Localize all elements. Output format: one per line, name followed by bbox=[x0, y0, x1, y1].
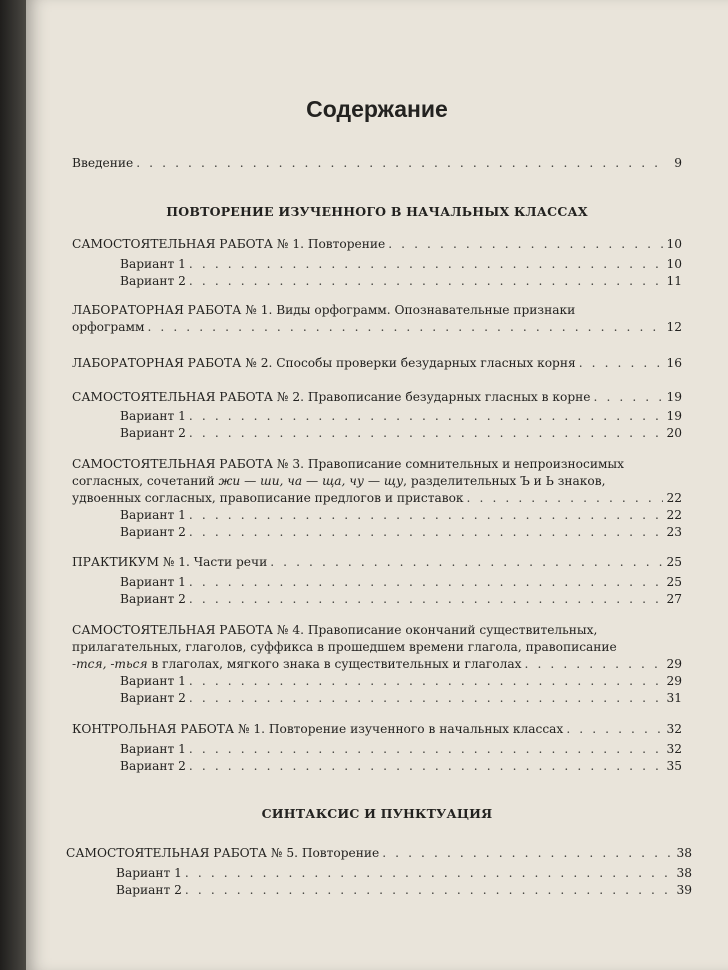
page-number: 22 bbox=[666, 491, 682, 505]
page-number: 22 bbox=[666, 508, 682, 522]
entry-label: Вариант 2 bbox=[120, 759, 186, 773]
page-number: 38 bbox=[676, 866, 692, 880]
page-number: 11 bbox=[666, 274, 682, 288]
entry-label: ПРАКТИКУМ № 1. Части речи bbox=[72, 555, 268, 569]
page-number: 25 bbox=[666, 575, 682, 589]
page-number: 23 bbox=[666, 525, 682, 539]
section-heading-review: ПОВТОРЕНИЕ ИЗУЧЕННОГО В НАЧАЛЬНЫХ КЛАССАХ bbox=[166, 204, 588, 219]
page-number: 16 bbox=[666, 356, 682, 370]
toc-entry-kr1-v1 bbox=[120, 741, 682, 757]
entry-label: САМОСТОЯТЕЛЬНАЯ РАБОТА № 1. Повторение bbox=[72, 237, 386, 251]
toc-entry-sr2 bbox=[72, 389, 682, 405]
entry-label: -тся, -ться в глаголах, мягкого знака в существительных и глаголах bbox=[72, 657, 522, 671]
toc-entry-sr2-v1 bbox=[120, 408, 682, 424]
toc-page bbox=[26, 0, 728, 970]
entry-label: Вариант 1 bbox=[120, 257, 186, 271]
toc-entry-sr2-v2 bbox=[120, 425, 682, 441]
toc-entry-sr3-line1: САМОСТОЯТЕЛЬНАЯ РАБОТА № 3. Правописание сомнительных и непроизносимых bbox=[72, 457, 625, 471]
section-heading-syntax: СИНТАКСИС И ПУНКТУАЦИЯ bbox=[261, 806, 493, 821]
toc-entry-sr3-line2: согласных, сочетаний жи — ши, ча — ща, чу — щу, разделительных Ъ и Ь знаков, bbox=[72, 474, 606, 488]
page-number: 35 bbox=[666, 759, 682, 773]
entry-label: КОНТРОЛЬНАЯ РАБОТА № 1. Повторение изученного в начальных классах bbox=[72, 722, 564, 736]
page-number: 9 bbox=[674, 156, 682, 170]
book-spine bbox=[0, 0, 26, 970]
toc-entry-sr1-v1 bbox=[120, 256, 682, 272]
entry-label: Вариант 1 bbox=[120, 575, 186, 589]
page-number: 19 bbox=[666, 409, 682, 423]
toc-entry-sr5-v1 bbox=[116, 865, 692, 881]
entry-label: Вариант 1 bbox=[116, 866, 182, 880]
entry-label: Вариант 2 bbox=[116, 883, 182, 897]
entry-label: Вариант 2 bbox=[120, 691, 186, 705]
entry-label: САМОСТОЯТЕЛЬНАЯ РАБОТА № 5. Повторение bbox=[66, 846, 380, 860]
entry-label: Вариант 2 bbox=[120, 592, 186, 606]
toc-entry-intro bbox=[72, 155, 682, 171]
page-number: 20 bbox=[666, 426, 682, 440]
entry-label: Вариант 2 bbox=[120, 525, 186, 539]
toc-entry-sr3-v1 bbox=[120, 507, 682, 523]
entry-label: орфограмм bbox=[72, 320, 145, 334]
entry-label: Вариант 1 bbox=[120, 508, 186, 522]
toc-entry-kr1-v2 bbox=[120, 758, 682, 774]
entry-label: ЛАБОРАТОРНАЯ РАБОТА № 2. Способы проверки безударных гласных корня bbox=[72, 356, 576, 370]
page-number: 29 bbox=[666, 657, 682, 671]
toc-entry-sr1-v2 bbox=[120, 273, 682, 289]
page-number: 32 bbox=[666, 722, 682, 736]
page-number: 12 bbox=[666, 320, 682, 334]
entry-label: Вариант 2 bbox=[120, 426, 186, 440]
page-number: 19 bbox=[666, 390, 682, 404]
page-number: 10 bbox=[666, 237, 682, 251]
toc-entry-sr3-v2 bbox=[120, 524, 682, 540]
entry-label: Введение bbox=[72, 156, 134, 170]
entry-label: удвоенных согласных, правописание предлогов и приставок bbox=[72, 491, 464, 505]
toc-entry-lr1-line1: ЛАБОРАТОРНАЯ РАБОТА № 1. Виды орфограмм. Опознавательные признаки bbox=[72, 303, 576, 317]
toc-entry-sr3 bbox=[72, 490, 682, 506]
toc-entry-pr1 bbox=[72, 554, 682, 570]
toc-entry-kr1 bbox=[72, 721, 682, 737]
toc-entry-sr4 bbox=[72, 656, 682, 672]
entry-label: Вариант 2 bbox=[120, 274, 186, 288]
toc-entry-lr2 bbox=[72, 355, 682, 371]
page-number: 31 bbox=[666, 691, 682, 705]
entry-label: Вариант 1 bbox=[120, 409, 186, 423]
toc-entry-pr1-v1 bbox=[120, 574, 682, 590]
toc-entry-sr4-v1 bbox=[120, 673, 682, 689]
toc-entry-sr4-line1: САМОСТОЯТЕЛЬНАЯ РАБОТА № 4. Правописание окончаний существительных, bbox=[72, 623, 598, 637]
page-number: 32 bbox=[666, 742, 682, 756]
page-number: 39 bbox=[676, 883, 692, 897]
toc-entry-sr1 bbox=[72, 236, 682, 252]
page-number: 25 bbox=[666, 555, 682, 569]
toc-entry-pr1-v2 bbox=[120, 591, 682, 607]
toc-entry-sr5 bbox=[66, 845, 692, 861]
toc-entry-sr4-v2 bbox=[120, 690, 682, 706]
page-number: 38 bbox=[676, 846, 692, 860]
entry-label: Вариант 1 bbox=[120, 674, 186, 688]
page-number: 27 bbox=[666, 592, 682, 606]
entry-label: Вариант 1 bbox=[120, 742, 186, 756]
entry-label: САМОСТОЯТЕЛЬНАЯ РАБОТА № 2. Правописание безударных гласных в корне bbox=[72, 390, 591, 404]
toc-entry-lr1 bbox=[72, 319, 682, 335]
page-number: 29 bbox=[666, 674, 682, 688]
toc-entry-sr5-v2 bbox=[116, 882, 692, 898]
toc-entry-sr4-line2: прилагательных, глаголов, суффикса в прошедшем времени глагола, правописание bbox=[72, 640, 617, 654]
page-number: 10 bbox=[666, 257, 682, 271]
page-title: Содержание bbox=[306, 96, 448, 122]
